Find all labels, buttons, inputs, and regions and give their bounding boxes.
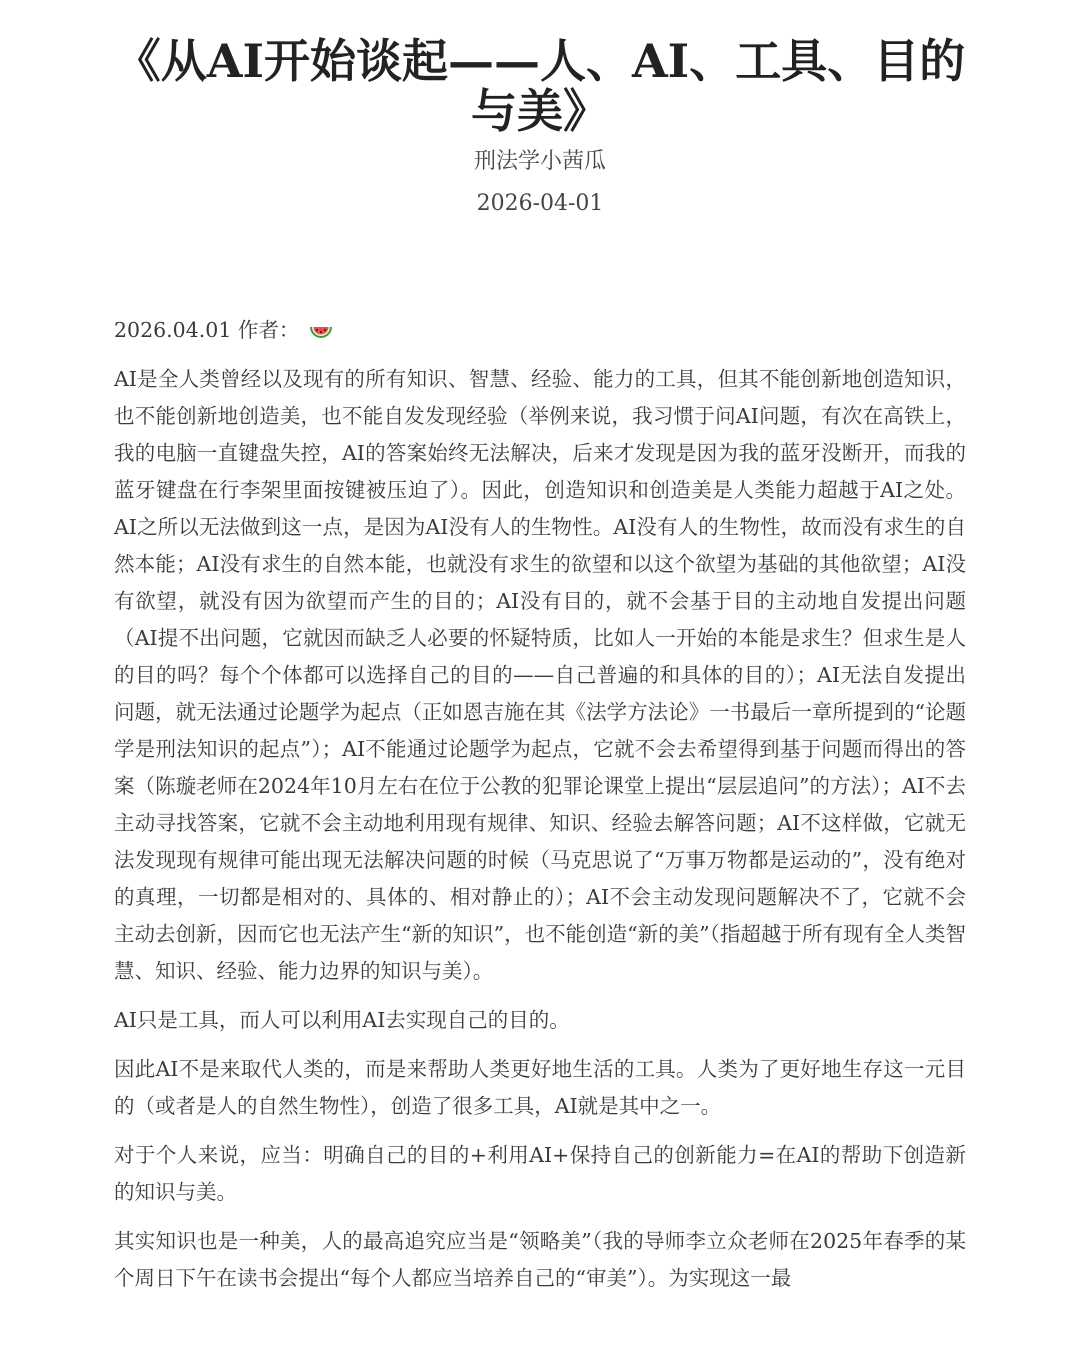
paragraph-4: 对于个人来说，应当：明确自己的目的+利用AI+保持自己的创新能力=在AI的帮助下创造新的知识与美。 xyxy=(114,1143,966,1204)
paragraph-3: 因此AI不是来取代人类的，而是来帮助人类更好地生活的工具。人类为了更好地生存这一元目的（或者是人的自然生物性），创造了很多工具，AI就是其中之一。 xyxy=(114,1057,966,1118)
article-title: 《从AI开始谈起——人、AI、工具、目的与美》 xyxy=(114,34,966,138)
article-author[interactable]: 刑法学小茜瓜 xyxy=(473,149,606,174)
watermelon-icon xyxy=(307,317,335,345)
paragraph-2: AI只是工具，而人可以利用AI去实现自己的目的。 xyxy=(114,1008,570,1032)
article-content xyxy=(114,312,966,1309)
paragraph-1: AI是全人类曾经以及现有的所有知识、智慧、经验、能力的工具，但其不能创新地创造知识，也不能创新地创造美，也不能自发发现经验（举例来说，我习惯于问AI问题，有次在高铁上，我的电脑一直键盘失控，AI的答案始终无法解决，后来才发现是因为我的蓝牙没断开，而我的蓝牙键盘在行李架里面按键被压迫了）。因此，创造知识和创造美是人类能力超越于AI之处。AI之所以无法做到这一点，是因为AI没有人的生物性。AI没有人的生物性，故而没有求生的自然本能；AI没有求生的自然本能，也就没有求生的欲望和以这个欲望为基础的其他欲望；AI没有欲望，就没有因为欲望而产生的目的；AI没有目的，就不会基于目的主动地自发提出问题（AI提不出问题，它就因而缺乏人必要的怀疑特质，比如人一开始的本能是求生？但求生是人的目的吗？每个个体都可以选择自己的目的——自己普遍的和具体的目的）；AI无法自发提出问题，就无法通过论题学为起点（正如恩吉施在其《法学方法论》一书最后一章所提到的“论题学是刑法知识的起点”）；AI不能通过论题学为起点，它就不会去希望得到基于问题而得出的答案（陈璇老师在2024年10月左右在位于公教的犯罪论课堂上提出“层层追问”的方法）；AI不去主动寻找答案，它就不会主动地利用现有规律、知识、经验去解答问题；AI不这样做，它就无法发现现有规律可能出现无法解决问题的时候（马克思说了“万事万物都是运动的”，没有绝对的真理，一切都是相对的、具体的、相对静止的）；AI不会主动发现问题解决不了，它就不会主动去创新，因而它也无法产生“新的知识”，也不能创造“新的美”（指超越于所有现有全人类智慧、知识、经验、能力边界的知识与美）。 xyxy=(114,367,966,983)
byline-text: 2026.04.01 作者： xyxy=(114,318,300,342)
paragraph-5: 其实知识也是一种美，人的最高追究应当是“领略美”（我的导师李立众老师在2025年春季的某个周日下午在读书会提出“每个人都应当培养自己的“审美”）。为实现这一最 xyxy=(114,1229,966,1290)
byline xyxy=(114,312,966,349)
article-date: 2026-04-01 xyxy=(476,191,604,216)
